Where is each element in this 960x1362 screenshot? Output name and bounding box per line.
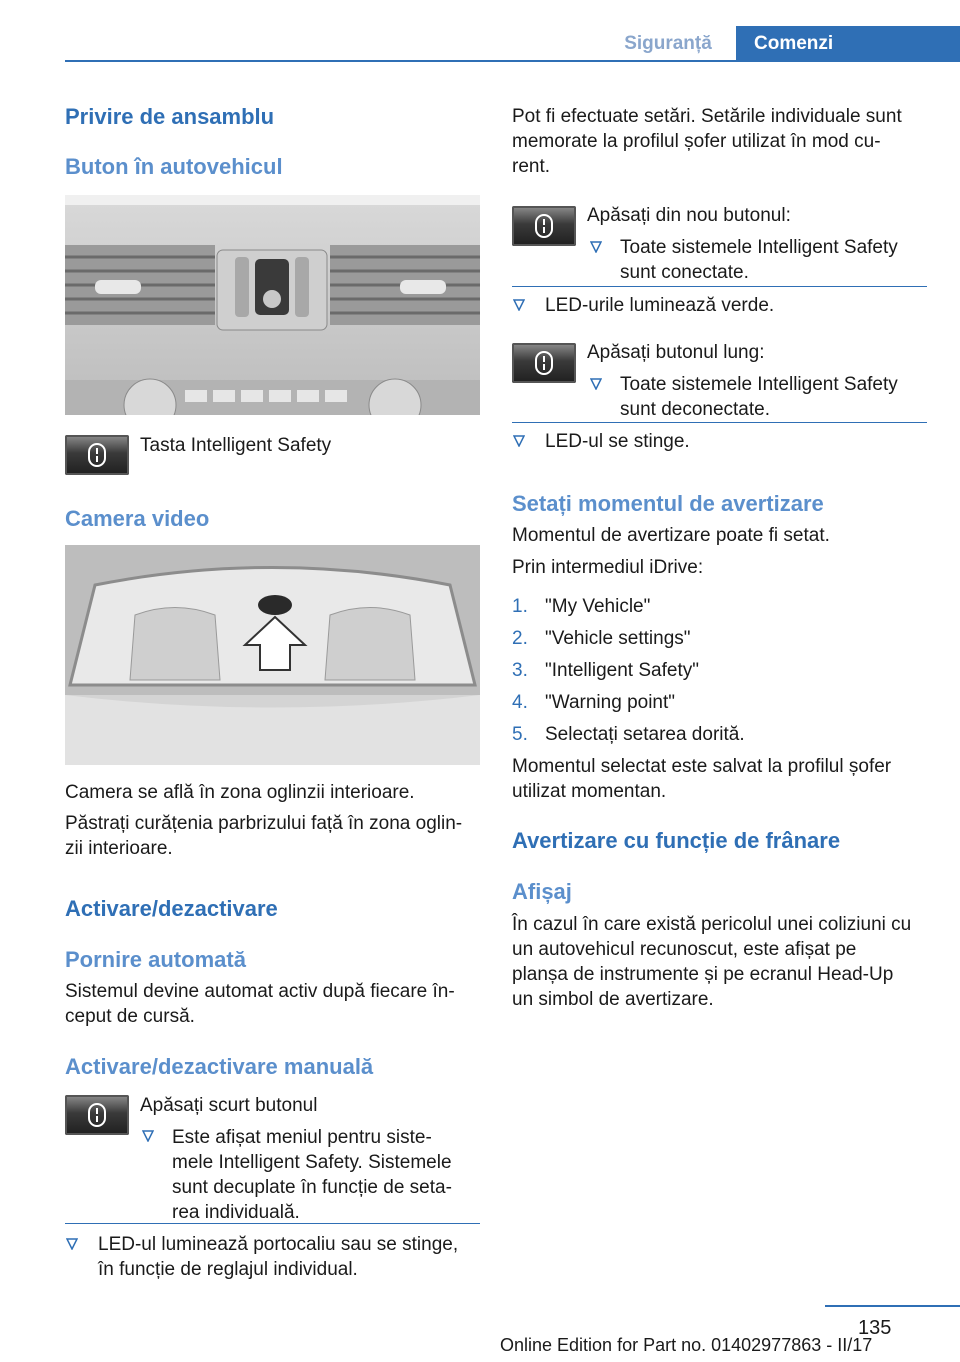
- step-text: Selectați setarea dorită.: [545, 724, 745, 745]
- tab-comenzi[interactable]: Comenzi: [736, 26, 960, 62]
- triangle-bullet-icon: [590, 241, 602, 253]
- heading-overview: Privire de ansamblu: [65, 104, 275, 129]
- page-number: 135: [858, 1317, 892, 1339]
- intelligent-safety-key-icon: [512, 206, 576, 246]
- heading-warning-point: Setați momentul de avertizare: [512, 491, 824, 516]
- heading-activation: Activare/dezactivare: [65, 896, 278, 921]
- header-rule: [65, 60, 960, 62]
- display-line-1: În cazul în care există pericolul unei coliziuni cu: [512, 914, 912, 935]
- manual-sub-line-4: rea individuală.: [172, 1202, 300, 1223]
- triangle-bullet-icon: [513, 435, 525, 447]
- warning-point-p2: Prin intermediul iDrive:: [512, 557, 704, 578]
- step-number: 1.: [512, 596, 528, 617]
- key-caption: Tasta Intelligent Safety: [140, 435, 332, 456]
- camera-paragraph-2-line-2: zii interioare.: [65, 838, 173, 859]
- triangle-bullet-icon: [513, 299, 525, 311]
- step-number: 3.: [512, 660, 528, 681]
- display-line-4: un simbol de avertizare.: [512, 989, 714, 1010]
- heading-auto-start: Pornire automată: [65, 947, 246, 972]
- triangle-bullet-icon: [590, 378, 602, 390]
- manual-press-text: Apăsați scurt butonul: [140, 1095, 318, 1116]
- manual-sub-line-3: sunt decuplate în funcție de seta-: [172, 1177, 452, 1198]
- led-off-text: LED-ul se stinge.: [545, 431, 690, 452]
- divider: [512, 422, 927, 423]
- all-on-line-1: Toate sistemele Intelligent Safety: [620, 237, 898, 258]
- all-off-line-2: sunt deconectate.: [620, 399, 770, 420]
- triangle-bullet-icon: [66, 1238, 78, 1250]
- led-line-2: în funcție de reglajul individual.: [98, 1259, 358, 1280]
- all-off-line-1: Toate sistemele Intelligent Safety: [620, 374, 898, 395]
- manual-sub-line-2: mele Intelligent Safety. Sistemele: [172, 1152, 452, 1173]
- footer-rule: [825, 1305, 960, 1307]
- manual-sub-line-1: Este afișat meniul pentru siste-: [172, 1127, 432, 1148]
- triangle-bullet-icon: [142, 1130, 154, 1142]
- edition-text: Online Edition for Part no. 01402977863 - II/17: [500, 1335, 873, 1355]
- heading-display: Afișaj: [512, 879, 572, 904]
- heading-button-in-vehicle: Buton în autovehicul: [65, 154, 283, 179]
- tab-siguranta[interactable]: Siguranță: [624, 33, 712, 54]
- intro-line-2: memorate la profilul șofer utilizat în mod cu-: [512, 131, 881, 152]
- heading-camera: Camera video: [65, 506, 210, 531]
- divider: [512, 286, 927, 287]
- step-text: "Vehicle settings": [545, 628, 691, 649]
- intelligent-safety-key-icon: [65, 1095, 129, 1135]
- intro-line-1: Pot fi efectuate setări. Setările individuale sunt: [512, 106, 902, 127]
- step-text: "Intelligent Safety": [545, 660, 699, 681]
- auto-line-1: Sistemul devine automat activ după fiecare în-: [65, 981, 455, 1002]
- step-text: "Warning point": [545, 692, 676, 713]
- step-number: 2.: [512, 628, 528, 649]
- press-long-text: Apăsați butonul lung:: [587, 342, 765, 363]
- saved-line-2: utilizat momentan.: [512, 781, 667, 802]
- saved-line-1: Momentul selectat este salvat la profilul șofer: [512, 756, 892, 777]
- step-text: "My Vehicle": [545, 596, 651, 617]
- press-again-text: Apăsați din nou butonul:: [587, 205, 791, 226]
- display-line-2: un autovehicul recunoscut, este afișat pe: [512, 939, 857, 960]
- auto-line-2: ceput de cursă.: [65, 1006, 195, 1027]
- leds-green-text: LED-urile luminează verde.: [545, 295, 775, 316]
- heading-braking-warning: Avertizare cu funcție de frânare: [512, 828, 841, 853]
- all-on-line-2: sunt conectate.: [620, 262, 749, 283]
- step-number: 4.: [512, 692, 528, 713]
- divider: [65, 1223, 480, 1224]
- led-line-1: LED-ul luminează portocaliu sau se stinge,: [98, 1234, 459, 1255]
- intelligent-safety-key-icon: [65, 435, 129, 475]
- camera-paragraph-2-line-1: Păstrați curățenia parbrizului față în zona oglin-: [65, 813, 463, 834]
- intelligent-safety-key-icon: [512, 343, 576, 383]
- warning-point-p1: Momentul de avertizare poate fi setat.: [512, 525, 830, 546]
- camera-paragraph-1: Camera se află în zona oglinzii interioare.: [65, 782, 415, 803]
- display-line-3: planșa de instrumente și pe ecranul Head-Up: [512, 964, 894, 985]
- step-number: 5.: [512, 724, 528, 745]
- intro-line-3: rent.: [512, 156, 551, 177]
- camera-photo: [65, 545, 480, 765]
- dashboard-button-photo: [65, 195, 480, 415]
- heading-manual: Activare/dezactivare manuală: [65, 1054, 374, 1079]
